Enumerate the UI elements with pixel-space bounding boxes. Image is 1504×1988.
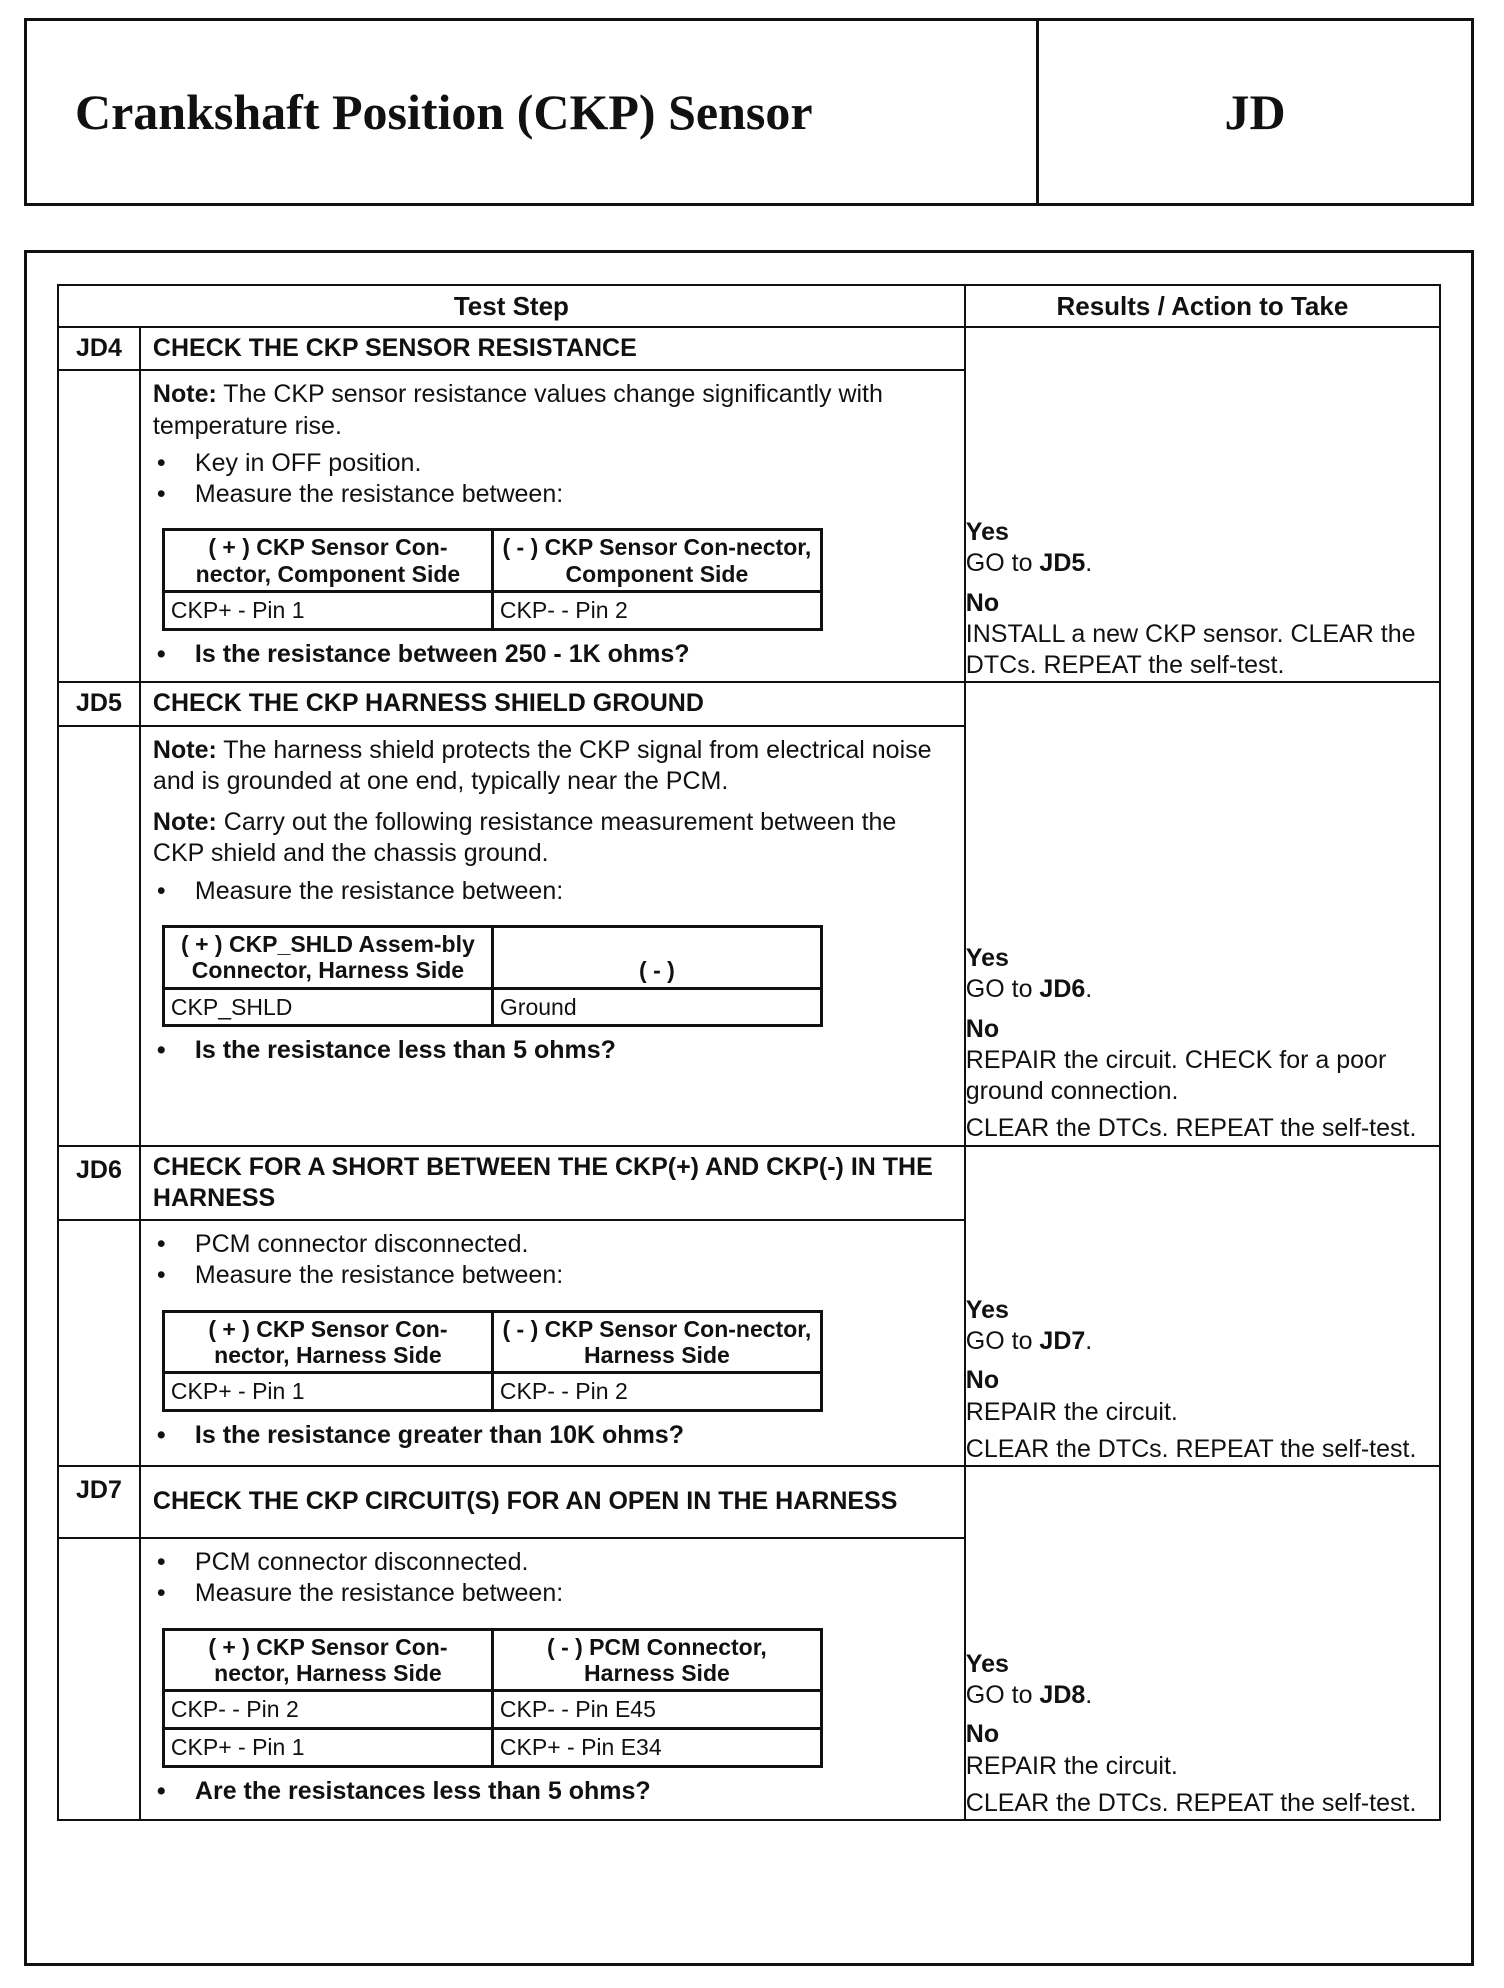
yes-label: Yes <box>965 1649 1009 1678</box>
step-title: CHECK THE CKP CIRCUIT(S) FOR AN OPEN IN THE HARNESS <box>140 1466 965 1538</box>
yes-action: GO to JD6. <box>965 975 1093 1004</box>
meas-cell: CKP- - Pin 2 <box>492 1373 821 1411</box>
yes-target: JD8 <box>1039 1681 1086 1709</box>
measurement-table <box>162 1628 823 1768</box>
bullet-item: • PCM connector disconnected. <box>153 1229 952 1260</box>
yes-target: JD6 <box>1039 975 1086 1004</box>
note <box>153 735 952 798</box>
yes-action: GO to JD8. <box>965 1681 1093 1709</box>
step-results <box>965 1146 1440 1467</box>
meas-cell: CKP- - Pin 2 <box>492 592 821 630</box>
bullet-item: • Measure the resistance between: <box>153 876 952 907</box>
note-label: Note: <box>152 735 217 764</box>
meas-cell: CKP+ - Pin 1 <box>163 592 492 630</box>
step-title-row <box>58 1146 1440 1221</box>
step-id: JD7 <box>58 1466 140 1538</box>
step-question: • Are the resistances less than 5 ohms? <box>153 1776 952 1807</box>
results-header: Results / Action to Take <box>965 285 1440 327</box>
no-action: INSTALL a new CKP sensor. CLEAR the DTCs. REPEAT the self-test. <box>965 619 1416 679</box>
yes-text: GO to <box>965 1681 1040 1709</box>
bullet-item: • Measure the resistance between: <box>153 479 952 510</box>
meas-cell: CKP+ - Pin E34 <box>492 1729 821 1767</box>
meas-cell: Ground <box>492 988 821 1026</box>
meas-cell: CKP+ - Pin 1 <box>163 1373 492 1411</box>
note <box>153 379 952 442</box>
bullet-item: • PCM connector disconnected. <box>153 1547 952 1578</box>
note-text: Carry out the following resistance measurement between the CKP shield and the chassis ground. <box>152 808 897 868</box>
step-title: CHECK FOR A SHORT BETWEEN THE CKP(+) AND CKP(-) IN THE HARNESS <box>140 1146 965 1221</box>
no-label: No <box>965 1014 1000 1043</box>
yes-action: GO to JD5. <box>965 549 1093 578</box>
bullet-item: • Key in OFF position. <box>153 448 952 479</box>
page-title: Crankshaft Position (CKP) Sensor <box>27 21 1039 203</box>
step-results <box>965 1466 1440 1820</box>
yes-text: GO to <box>965 1327 1040 1355</box>
no-action-clear: CLEAR the DTCs. REPEAT the self-test. <box>965 1788 1417 1817</box>
yes-text: GO to <box>965 975 1040 1004</box>
yes-label: Yes <box>965 1295 1009 1324</box>
no-action: REPAIR the circuit. <box>965 1751 1178 1780</box>
step-body <box>140 370 965 682</box>
table-header-row <box>58 285 1440 327</box>
step-id: JD4 <box>58 327 140 370</box>
bullet-item: • Measure the resistance between: <box>153 1260 952 1291</box>
yes-label: Yes <box>965 518 1009 546</box>
no-action: REPAIR the circuit. <box>965 1397 1178 1426</box>
step-question: • Is the resistance less than 5 ohms? <box>153 1035 952 1066</box>
bullet-item: • Measure the resistance between: <box>153 1578 952 1609</box>
step-id: JD6 <box>58 1146 140 1221</box>
step-id: JD5 <box>58 682 140 725</box>
yes-label: Yes <box>965 944 1009 972</box>
note <box>153 807 952 870</box>
meas-header-minus: ( - ) CKP Sensor Con-nector, Harness Side <box>492 1311 821 1373</box>
note-label: Note: <box>152 380 217 409</box>
step-body <box>140 726 965 1146</box>
meas-cell: CKP_SHLD <box>163 988 492 1026</box>
meas-header-plus: ( + ) CKP Sensor Con-nector, Component Side <box>163 530 492 592</box>
meas-header-plus: ( + ) CKP_SHLD Assem-bly Connector, Harness Side <box>163 926 492 988</box>
measurement-table <box>162 1310 823 1413</box>
step-body <box>140 1538 965 1820</box>
section-code: JD <box>1224 84 1286 140</box>
page-header <box>24 18 1474 206</box>
note-text: The harness shield protects the CKP signal from electrical noise and is grounded at one end, typically near the PCM. <box>152 735 932 795</box>
no-label: No <box>965 1366 1000 1395</box>
step-title-row <box>58 1466 1440 1538</box>
meas-cell: CKP- - Pin E45 <box>492 1691 821 1729</box>
meas-cell: CKP+ - Pin 1 <box>163 1729 492 1767</box>
step-body <box>140 1220 965 1466</box>
note-text: The CKP sensor resistance values change significantly with temperature rise. <box>152 380 883 440</box>
yes-action: GO to JD7. <box>965 1327 1093 1355</box>
meas-header-minus: ( - ) PCM Connector, Harness Side <box>492 1629 821 1691</box>
yes-target: JD7 <box>1039 1327 1086 1355</box>
step-title: CHECK THE CKP SENSOR RESISTANCE <box>140 327 965 370</box>
meas-header-plus: ( + ) CKP Sensor Con-nector, Harness Side <box>163 1311 492 1373</box>
meas-header-plus: ( + ) CKP Sensor Con-nector, Harness Side <box>163 1629 492 1691</box>
no-action-clear: CLEAR the DTCs. REPEAT the self-test. <box>965 1434 1417 1463</box>
procedure-table <box>57 284 1441 1821</box>
step-title-row <box>58 682 1440 725</box>
meas-cell: CKP- - Pin 2 <box>163 1691 492 1729</box>
yes-text: GO to <box>965 549 1040 578</box>
yes-target: JD5 <box>1039 549 1086 578</box>
step-results <box>965 327 1440 682</box>
no-action: REPAIR the circuit. CHECK for a poor ground connection. <box>965 1045 1387 1105</box>
measurement-table <box>162 528 823 631</box>
step-question: • Is the resistance greater than 10K ohms? <box>153 1420 952 1451</box>
meas-header-minus: ( - ) <box>492 926 821 988</box>
test-step-header: Test Step <box>58 285 965 327</box>
step-title: CHECK THE CKP HARNESS SHIELD GROUND <box>140 682 965 725</box>
meas-header-minus: ( - ) CKP Sensor Con-nector, Component Side <box>492 530 821 592</box>
no-action-clear: CLEAR the DTCs. REPEAT the self-test. <box>965 1114 1417 1143</box>
step-title-row <box>58 327 1440 370</box>
step-question: • Is the resistance between 250 - 1K ohms? <box>153 639 952 670</box>
note-label: Note: <box>152 808 217 836</box>
measurement-table <box>162 925 823 1028</box>
step-results <box>965 682 1440 1145</box>
no-label: No <box>965 1720 1000 1749</box>
no-label: No <box>965 588 1000 617</box>
